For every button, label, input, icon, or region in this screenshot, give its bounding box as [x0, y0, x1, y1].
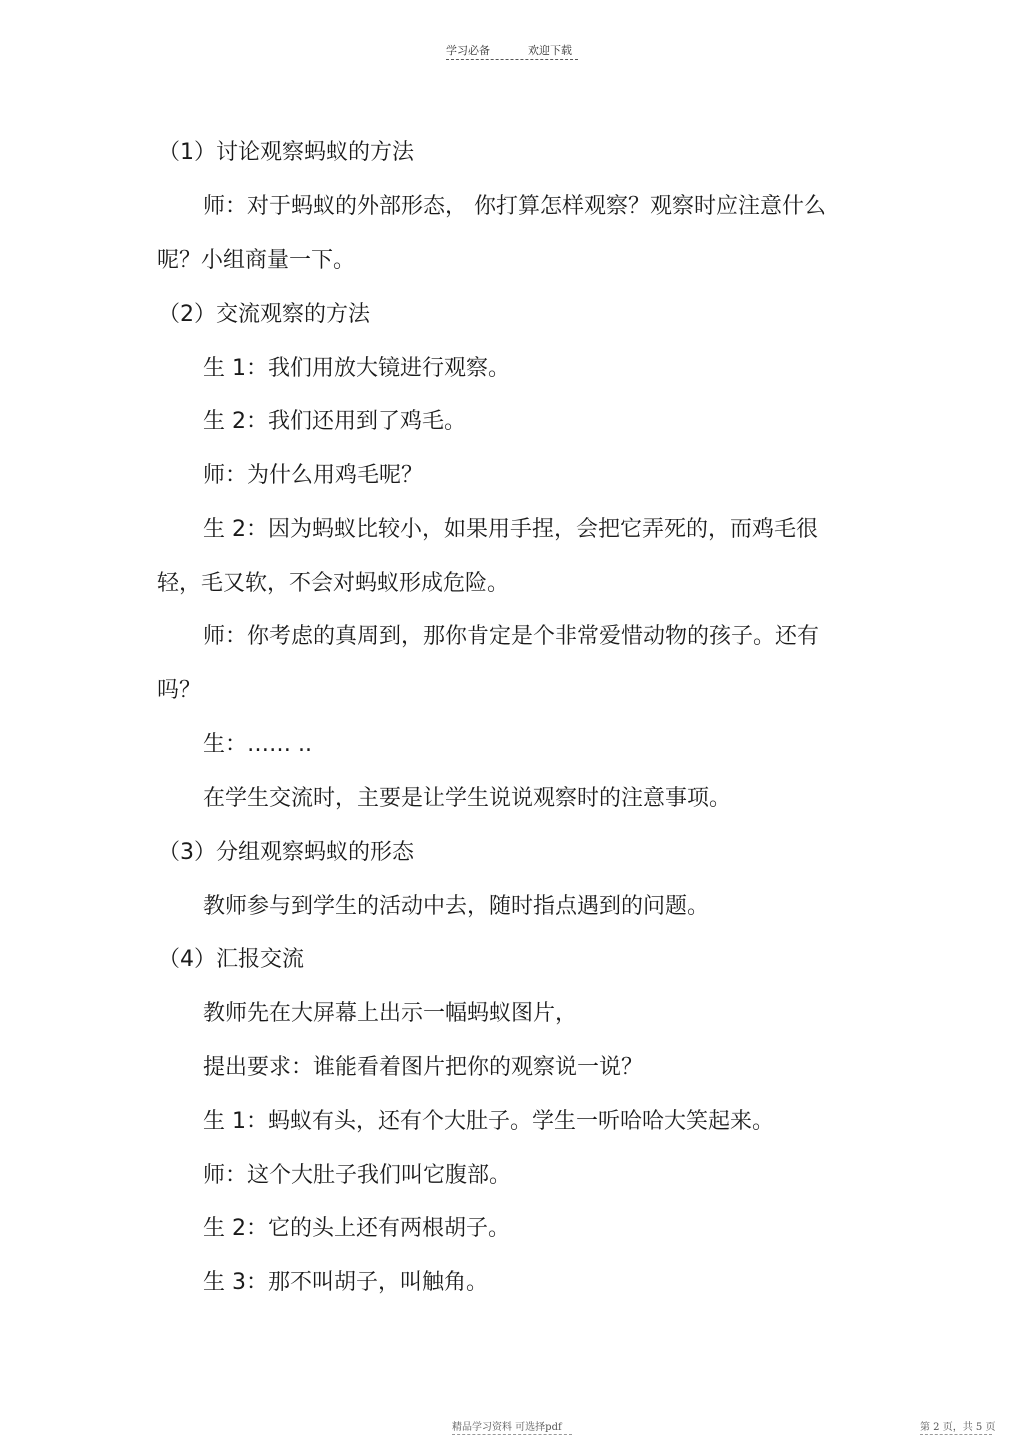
header-right-text: 欢迎下载 [528, 44, 572, 57]
paragraph-line: 师：为什么用鸡毛呢？ [203, 463, 424, 488]
paragraph-line: 吗？ [157, 678, 202, 703]
paragraph-line: 呢？小组商量一下。 [157, 248, 356, 273]
heading-discuss-method: （1）讨论观察蚂蚁的方法 [158, 140, 414, 165]
heading-group-observe: （3）分组观察蚂蚁的形态 [158, 840, 414, 865]
page-number: 第 2 页，共 5 页 [920, 1422, 996, 1433]
heading-exchange-method: （2）交流观察的方法 [158, 302, 370, 327]
footer-left-divider [452, 1434, 572, 1435]
paragraph-line: 轻，毛又软，不会对蚂蚁形成危险。 [157, 571, 510, 596]
header-divider [446, 59, 578, 60]
paragraph-line: 生 3：那不叫胡子，叫触角。 [203, 1270, 488, 1295]
paragraph-line: 师：这个大肚子我们叫它腹部。 [203, 1163, 512, 1188]
heading-report: （4）汇报交流 [158, 947, 304, 972]
paragraph-line: 教师先在大屏幕上出示一幅蚂蚁图片， [203, 1001, 578, 1026]
paragraph-line: 生 2：因为蚂蚁比较小，如果用手捏，会把它弄死的，而鸡毛很 [203, 517, 818, 542]
header-left-text: 学习必备 [446, 44, 490, 57]
paragraph-line: 生 1：我们用放大镜进行观察。 [203, 356, 510, 381]
paragraph-line: 生 2：我们还用到了鸡毛。 [203, 409, 466, 434]
paragraph-line: 教师参与到学生的活动中去，随时指点遇到的问题。 [203, 894, 710, 919]
paragraph-line: 生 1：蚂蚁有头，还有个大肚子。学生一听哈哈大笑起来。 [203, 1109, 774, 1134]
footer-right-divider [920, 1434, 992, 1435]
paragraph-line: 师：你考虑的真周到，那你肯定是个非常爱惜动物的孩子。还有 [203, 624, 820, 649]
paragraph-line: 生：…… .. [203, 732, 312, 757]
paragraph-line: 在学生交流时，主要是让学生说说观察时的注意事项。 [203, 786, 732, 811]
paragraph-line: 提出要求：谁能看着图片把你的观察说一说？ [203, 1055, 644, 1080]
paragraph-line: 生 2：它的头上还有两根胡子。 [203, 1216, 510, 1241]
paragraph-line: 师：对于蚂蚁的外部形态， 你打算怎样观察？观察时应注意什么 [203, 194, 826, 219]
footer-left-text: 精品学习资料 可选择pdf [452, 1422, 562, 1433]
